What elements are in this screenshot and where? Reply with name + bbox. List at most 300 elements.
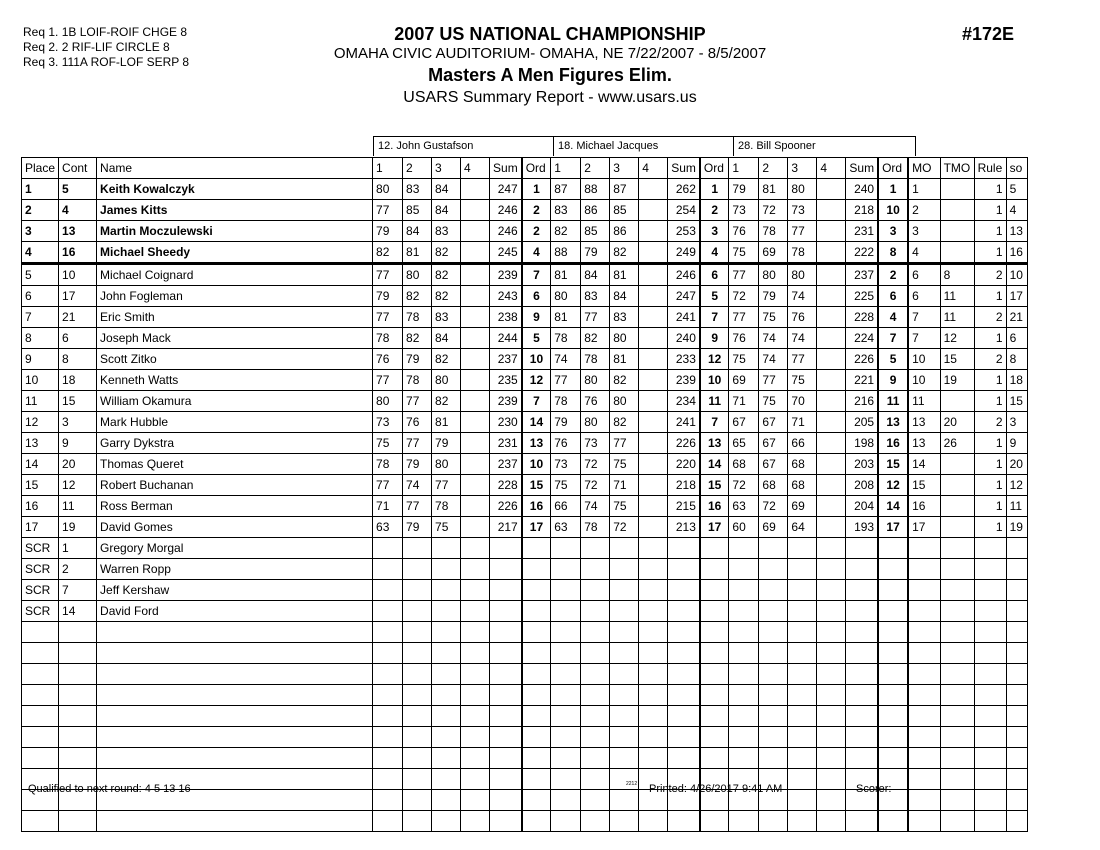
col-j3-sum: Sum [846, 158, 878, 179]
score-cell [461, 643, 490, 664]
score-cell [729, 727, 759, 748]
score-cell: 78 [581, 349, 610, 370]
rule-cell [974, 559, 1006, 580]
score-cell: 83 [610, 307, 639, 328]
ord-cell [522, 559, 551, 580]
score-cell: 77 [729, 307, 759, 328]
score-cell: 75 [729, 242, 759, 264]
rule-cell [974, 727, 1006, 748]
score-cell [817, 643, 846, 664]
tmo-cell [940, 769, 974, 790]
ord-cell: 9 [878, 370, 908, 391]
tmo-cell [940, 179, 974, 200]
score-cell [817, 790, 846, 811]
score-cell [403, 643, 432, 664]
score-cell [403, 727, 432, 748]
sum-cell [846, 727, 878, 748]
so-cell: 16 [1006, 242, 1027, 264]
score-cell [639, 685, 668, 706]
qualified-note: Qualified to next round: 4 5 13 16 [28, 783, 191, 795]
place-cell [22, 622, 59, 643]
cont-cell: 11 [59, 496, 97, 517]
rule-cell: 1 [974, 200, 1006, 221]
name-cell: Thomas Queret [97, 454, 373, 475]
score-cell [461, 242, 490, 264]
table-row [22, 264, 1028, 286]
cont-cell: 12 [59, 475, 97, 496]
score-cell [639, 391, 668, 412]
cont-cell: 2 [59, 559, 97, 580]
score-cell: 77 [373, 264, 403, 286]
tmo-cell [940, 200, 974, 221]
score-cell [639, 643, 668, 664]
ord-cell: 9 [700, 328, 729, 349]
place-cell: 15 [22, 475, 59, 496]
score-cell: 79 [403, 454, 432, 475]
score-cell: 76 [729, 328, 759, 349]
score-cell: 68 [759, 475, 788, 496]
mo-cell: 6 [908, 286, 940, 307]
score-cell: 75 [432, 517, 461, 538]
score-cell [639, 370, 668, 391]
table-row [22, 664, 1028, 685]
score-cell [432, 727, 461, 748]
rule-cell [974, 538, 1006, 559]
mo-cell [908, 664, 940, 685]
cont-cell [59, 706, 97, 727]
tmo-cell: 11 [940, 307, 974, 328]
sum-cell: 231 [846, 221, 878, 242]
sum-cell: 241 [668, 412, 700, 433]
ord-cell [700, 580, 729, 601]
sum-cell [490, 685, 522, 706]
score-cell: 82 [432, 391, 461, 412]
score-cell: 73 [788, 200, 817, 221]
page-mark: 2212 [626, 781, 638, 787]
score-cell: 76 [403, 412, 432, 433]
score-cell [403, 601, 432, 622]
score-cell [729, 601, 759, 622]
ord-cell: 11 [700, 391, 729, 412]
score-cell [403, 769, 432, 790]
table-header-row [22, 158, 1028, 179]
table-row [22, 559, 1028, 580]
rule-cell: 1 [974, 391, 1006, 412]
sum-cell: 218 [668, 475, 700, 496]
ord-cell [522, 748, 551, 769]
score-cell: 77 [788, 221, 817, 242]
score-cell [432, 748, 461, 769]
sum-cell: 221 [846, 370, 878, 391]
venue-dates: OMAHA CIVIC AUDITORIUM- OMAHA, NE 7/22/2007 - 8/5/2007 [333, 45, 767, 62]
score-cell [639, 307, 668, 328]
score-cell: 60 [729, 517, 759, 538]
rule-cell [974, 580, 1006, 601]
cont-cell: 15 [59, 391, 97, 412]
ord-cell [522, 664, 551, 685]
so-cell [1006, 727, 1027, 748]
score-cell [461, 349, 490, 370]
place-cell [22, 727, 59, 748]
score-cell [461, 200, 490, 221]
score-cell [639, 559, 668, 580]
col-j3-ord: Ord [878, 158, 908, 179]
score-cell: 74 [788, 286, 817, 307]
sum-cell: 238 [490, 307, 522, 328]
so-cell: 15 [1006, 391, 1027, 412]
score-cell: 83 [551, 200, 581, 221]
col-j2-3: 3 [610, 158, 639, 179]
score-cell: 79 [373, 286, 403, 307]
mo-cell: 7 [908, 328, 940, 349]
score-cell: 72 [581, 475, 610, 496]
score-cell: 84 [610, 286, 639, 307]
table-row [22, 391, 1028, 412]
name-cell [97, 685, 373, 706]
score-cell: 82 [551, 221, 581, 242]
score-cell: 82 [432, 286, 461, 307]
tmo-cell: 12 [940, 328, 974, 349]
mo-cell: 15 [908, 475, 940, 496]
col-j2-2: 2 [581, 158, 610, 179]
score-cell: 87 [610, 179, 639, 200]
score-cell [759, 580, 788, 601]
name-cell [97, 643, 373, 664]
sum-cell: 243 [490, 286, 522, 307]
score-cell: 75 [373, 433, 403, 454]
so-cell [1006, 622, 1027, 643]
ord-cell: 3 [878, 221, 908, 242]
name-cell [97, 811, 373, 832]
score-cell: 80 [432, 454, 461, 475]
table-row [22, 685, 1028, 706]
sum-cell: 240 [846, 179, 878, 200]
ord-cell [878, 748, 908, 769]
score-cell: 80 [581, 370, 610, 391]
sum-cell: 239 [668, 370, 700, 391]
cont-cell [59, 727, 97, 748]
mo-cell: 17 [908, 517, 940, 538]
mo-cell [908, 685, 940, 706]
score-cell: 81 [551, 307, 581, 328]
score-cell [551, 538, 581, 559]
rule-cell: 2 [974, 307, 1006, 328]
score-cell [817, 769, 846, 790]
score-cell [403, 685, 432, 706]
ord-cell: 17 [700, 517, 729, 538]
sum-cell [668, 748, 700, 769]
score-cell [788, 580, 817, 601]
score-cell [788, 538, 817, 559]
place-cell: 6 [22, 286, 59, 307]
score-cell: 81 [759, 179, 788, 200]
score-cell: 78 [788, 242, 817, 264]
score-cell: 73 [373, 412, 403, 433]
score-cell: 65 [729, 433, 759, 454]
rule-cell [974, 748, 1006, 769]
score-cell [403, 706, 432, 727]
name-cell: Keith Kowalczyk [97, 179, 373, 200]
score-cell: 74 [788, 328, 817, 349]
ord-cell: 13 [878, 412, 908, 433]
sum-cell: 226 [846, 349, 878, 370]
score-cell [461, 727, 490, 748]
score-cell: 84 [432, 179, 461, 200]
score-cell [373, 538, 403, 559]
score-cell [729, 706, 759, 727]
sum-cell: 245 [490, 242, 522, 264]
score-cell: 80 [788, 179, 817, 200]
score-cell [817, 748, 846, 769]
score-cell: 67 [759, 433, 788, 454]
championship-title: 2007 US NATIONAL CHAMPIONSHIP [394, 24, 706, 44]
table-row [22, 706, 1028, 727]
so-cell [1006, 685, 1027, 706]
sum-cell: 244 [490, 328, 522, 349]
sum-cell: 231 [490, 433, 522, 454]
score-cell: 66 [788, 433, 817, 454]
score-cell [373, 769, 403, 790]
table-row [22, 328, 1028, 349]
mo-cell [908, 580, 940, 601]
sum-cell: 246 [490, 221, 522, 242]
score-cell: 80 [373, 391, 403, 412]
printed-date: Printed: 4/26/2017 9:41 AM [649, 783, 783, 795]
ord-cell: 17 [522, 517, 551, 538]
mo-cell [908, 538, 940, 559]
score-cell: 72 [759, 496, 788, 517]
ord-cell: 2 [522, 221, 551, 242]
name-cell: Mark Hubble [97, 412, 373, 433]
score-cell [551, 727, 581, 748]
col-j2-sum: Sum [668, 158, 700, 179]
tmo-cell [940, 454, 974, 475]
table-row [22, 748, 1028, 769]
score-cell [729, 748, 759, 769]
rule-cell [974, 643, 1006, 664]
place-cell: 16 [22, 496, 59, 517]
ord-cell: 3 [700, 221, 729, 242]
ord-cell [522, 706, 551, 727]
score-cell: 77 [373, 370, 403, 391]
sum-cell: 198 [846, 433, 878, 454]
score-cell: 77 [373, 307, 403, 328]
score-cell [759, 643, 788, 664]
cont-cell: 16 [59, 242, 97, 264]
score-cell [639, 242, 668, 264]
col-j1-sum: Sum [490, 158, 522, 179]
score-cell [610, 727, 639, 748]
score-cell: 80 [432, 370, 461, 391]
score-cell: 80 [788, 264, 817, 286]
rule-cell: 1 [974, 242, 1006, 264]
score-cell [817, 328, 846, 349]
score-cell [610, 580, 639, 601]
ord-cell [700, 643, 729, 664]
score-cell: 63 [373, 517, 403, 538]
col-j3-2: 2 [759, 158, 788, 179]
score-cell [432, 538, 461, 559]
name-cell [97, 622, 373, 643]
ord-cell: 1 [522, 179, 551, 200]
sum-cell [846, 664, 878, 685]
tmo-cell [940, 475, 974, 496]
score-cell [403, 580, 432, 601]
so-cell [1006, 769, 1027, 790]
score-cell: 74 [551, 349, 581, 370]
score-cell [551, 685, 581, 706]
name-cell: Eric Smith [97, 307, 373, 328]
name-cell [97, 748, 373, 769]
tmo-cell [940, 517, 974, 538]
sum-cell [490, 622, 522, 643]
ord-cell [700, 538, 729, 559]
score-cell [432, 601, 461, 622]
cont-cell: 18 [59, 370, 97, 391]
mo-cell [908, 601, 940, 622]
score-cell [581, 748, 610, 769]
mo-cell: 6 [908, 264, 940, 286]
sum-cell: 240 [668, 328, 700, 349]
ord-cell: 6 [878, 286, 908, 307]
tmo-cell: 11 [940, 286, 974, 307]
ord-cell: 10 [522, 454, 551, 475]
score-cell [461, 790, 490, 811]
score-cell [639, 328, 668, 349]
score-cell: 63 [551, 517, 581, 538]
sum-cell [490, 580, 522, 601]
ord-cell: 5 [878, 349, 908, 370]
score-cell [432, 559, 461, 580]
event-title: Masters A Men Figures Elim. [428, 65, 672, 85]
score-cell [373, 643, 403, 664]
ord-cell [878, 685, 908, 706]
table-row [22, 412, 1028, 433]
score-cell [817, 242, 846, 264]
score-cell: 69 [759, 242, 788, 264]
ord-cell [522, 769, 551, 790]
score-cell: 78 [581, 517, 610, 538]
so-cell: 18 [1006, 370, 1027, 391]
score-cell [817, 559, 846, 580]
tmo-cell [940, 643, 974, 664]
name-cell: James Kitts [97, 200, 373, 221]
place-cell [22, 685, 59, 706]
score-cell [581, 685, 610, 706]
tmo-cell [940, 811, 974, 832]
sum-cell: 226 [668, 433, 700, 454]
sum-cell [668, 685, 700, 706]
ord-cell [522, 538, 551, 559]
sum-cell: 237 [846, 264, 878, 286]
score-cell: 74 [759, 349, 788, 370]
ord-cell: 14 [522, 412, 551, 433]
score-cell [610, 664, 639, 685]
score-cell: 71 [373, 496, 403, 517]
score-cell [817, 517, 846, 538]
rule-cell [974, 706, 1006, 727]
ord-cell: 14 [878, 496, 908, 517]
table-row [22, 179, 1028, 200]
score-cell [817, 179, 846, 200]
score-cell [403, 538, 432, 559]
table-row [22, 538, 1028, 559]
so-cell: 4 [1006, 200, 1027, 221]
name-cell [97, 706, 373, 727]
score-cell: 85 [581, 221, 610, 242]
sum-cell [490, 643, 522, 664]
score-cell [729, 538, 759, 559]
table-row [22, 622, 1028, 643]
score-cell [581, 643, 610, 664]
mo-cell: 11 [908, 391, 940, 412]
score-cell [759, 622, 788, 643]
score-cell [639, 200, 668, 221]
score-cell [817, 664, 846, 685]
score-cell: 82 [610, 242, 639, 264]
score-cell [461, 179, 490, 200]
score-cell [639, 580, 668, 601]
sum-cell [490, 748, 522, 769]
score-cell [610, 706, 639, 727]
col-j1-ord: Ord [522, 158, 551, 179]
col-tmo: TMO [940, 158, 974, 179]
scorer-label: Scorer: [856, 783, 892, 795]
score-cell [373, 601, 403, 622]
ord-cell [522, 685, 551, 706]
ord-cell: 12 [522, 370, 551, 391]
table-row [22, 286, 1028, 307]
rule-cell: 1 [974, 496, 1006, 517]
ord-cell: 16 [700, 496, 729, 517]
ord-cell: 14 [700, 454, 729, 475]
ord-cell: 15 [522, 475, 551, 496]
score-cell: 86 [610, 221, 639, 242]
score-cell [581, 811, 610, 832]
score-cell: 86 [581, 200, 610, 221]
requirement-line: Req 1. 1B LOIF-ROIF CHGE 8 [23, 25, 188, 39]
score-cell [461, 328, 490, 349]
place-cell: 11 [22, 391, 59, 412]
ord-cell [878, 559, 908, 580]
tmo-cell [940, 242, 974, 264]
score-cell: 84 [432, 328, 461, 349]
score-cell: 79 [432, 433, 461, 454]
score-cell [373, 559, 403, 580]
score-cell [729, 622, 759, 643]
mo-cell [908, 706, 940, 727]
so-cell [1006, 580, 1027, 601]
score-cell [729, 811, 759, 832]
cont-cell [59, 685, 97, 706]
score-cell: 79 [403, 517, 432, 538]
score-cell [551, 643, 581, 664]
score-cell [461, 454, 490, 475]
place-cell: 12 [22, 412, 59, 433]
name-cell: Martin Moczulewski [97, 221, 373, 242]
name-cell: William Okamura [97, 391, 373, 412]
score-cell [403, 622, 432, 643]
score-cell: 72 [759, 200, 788, 221]
place-cell [22, 748, 59, 769]
score-cell: 83 [432, 221, 461, 242]
score-cell [461, 391, 490, 412]
ord-cell: 16 [878, 433, 908, 454]
sum-cell [490, 790, 522, 811]
event-code: #172E [962, 24, 1015, 44]
table-row [22, 200, 1028, 221]
mo-cell [908, 811, 940, 832]
